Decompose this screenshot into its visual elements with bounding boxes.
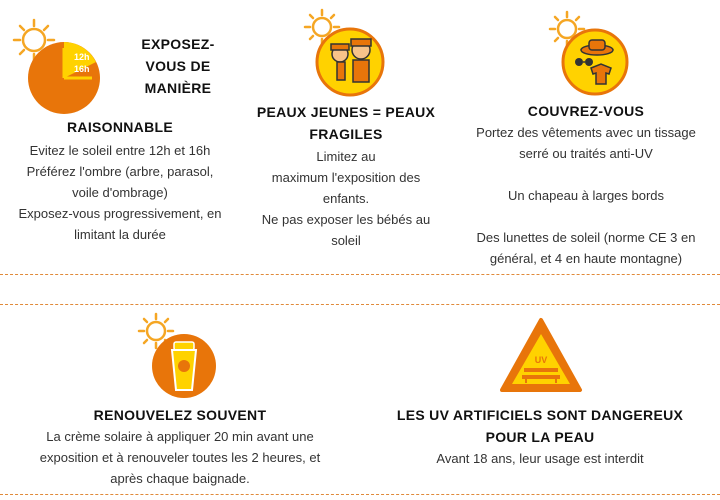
exposure-line: limitant la durée <box>74 227 166 242</box>
reapply-line: La crème solaire à appliquer 20 min avant une <box>46 429 314 444</box>
artificial-uv-title <box>360 404 720 448</box>
cover-up-line: Un chapeau à larges bords <box>507 188 665 203</box>
exposure-title-line4: RAISONNABLE <box>67 119 173 135</box>
exposure-line: Evitez le soleil entre 12h et 16h <box>29 143 211 158</box>
exposure-title-line1: EXPOSEZ- <box>141 36 215 52</box>
young-skin-line: soleil <box>331 233 361 248</box>
young-skin-body <box>240 146 452 251</box>
cover-up-line: Portez des vêtements avec un tissage <box>476 125 696 140</box>
young-skin-line: maximum l'exposition des <box>271 170 421 185</box>
exposure-body <box>0 140 240 245</box>
cover-up-body <box>452 122 720 269</box>
clock-label-12h: 12h <box>74 52 90 62</box>
sunscreen-tube-icon <box>132 312 222 402</box>
young-skin-title-line1: PEAUX JEUNES = PEAUX <box>256 104 436 120</box>
artificial-uv-title-line2: POUR LA PEAU <box>485 429 595 445</box>
clock-sun-icon <box>8 12 108 116</box>
cover-up-line <box>452 206 720 227</box>
exposure-title-line3: MANIÈRE <box>144 80 212 96</box>
young-skin-line: Ne pas exposer les bébés au <box>261 212 431 227</box>
cover-up-title: COUVREZ-VOUS <box>527 103 645 119</box>
exposure-line: Préférez l'ombre (arbre, parasol, <box>26 164 214 179</box>
reapply-line: exposition et à renouveler toutes les 2 heures, et <box>39 450 321 465</box>
cover-up-line: serré ou traités anti-UV <box>519 146 653 161</box>
artificial-uv-body <box>360 448 720 469</box>
young-skin-line: Limitez au <box>316 149 376 164</box>
cover-up-line: Des lunettes de soleil (norme CE 3 en <box>476 230 696 245</box>
exposure-title-top <box>118 33 238 99</box>
young-skin-title-line2: FRAGILES <box>309 126 383 142</box>
reapply-title: RENOUVELEZ SOUVENT <box>93 407 267 423</box>
uv-warning-triangle-icon <box>498 316 584 394</box>
young-skin-title <box>240 101 452 145</box>
section-divider-top <box>0 274 720 275</box>
exposure-title-line2: VOUS DE <box>145 58 211 74</box>
cover-up-line: général, et 4 en haute montagne) <box>489 251 683 266</box>
section-divider-bottom <box>0 494 720 495</box>
clock-label-16h: 16h <box>74 64 90 74</box>
reapply-body <box>0 426 360 489</box>
clothing-sun-icon <box>545 10 633 98</box>
exposure-line: Exposez-vous progressivement, en <box>18 206 222 221</box>
artificial-uv-title-line1: LES UV ARTIFICIELS SONT DANGEREUX <box>396 407 684 423</box>
cover-up-line <box>452 164 720 185</box>
children-sun-icon <box>298 6 392 98</box>
reapply-line: après chaque baignade. <box>110 471 250 486</box>
young-skin-line: enfants. <box>322 191 370 206</box>
uv-badge: UV <box>534 355 548 365</box>
artificial-uv-line: Avant 18 ans, leur usage est interdit <box>436 451 644 466</box>
section-divider-middle <box>0 304 720 305</box>
exposure-line: voile d'ombrage) <box>72 185 168 200</box>
